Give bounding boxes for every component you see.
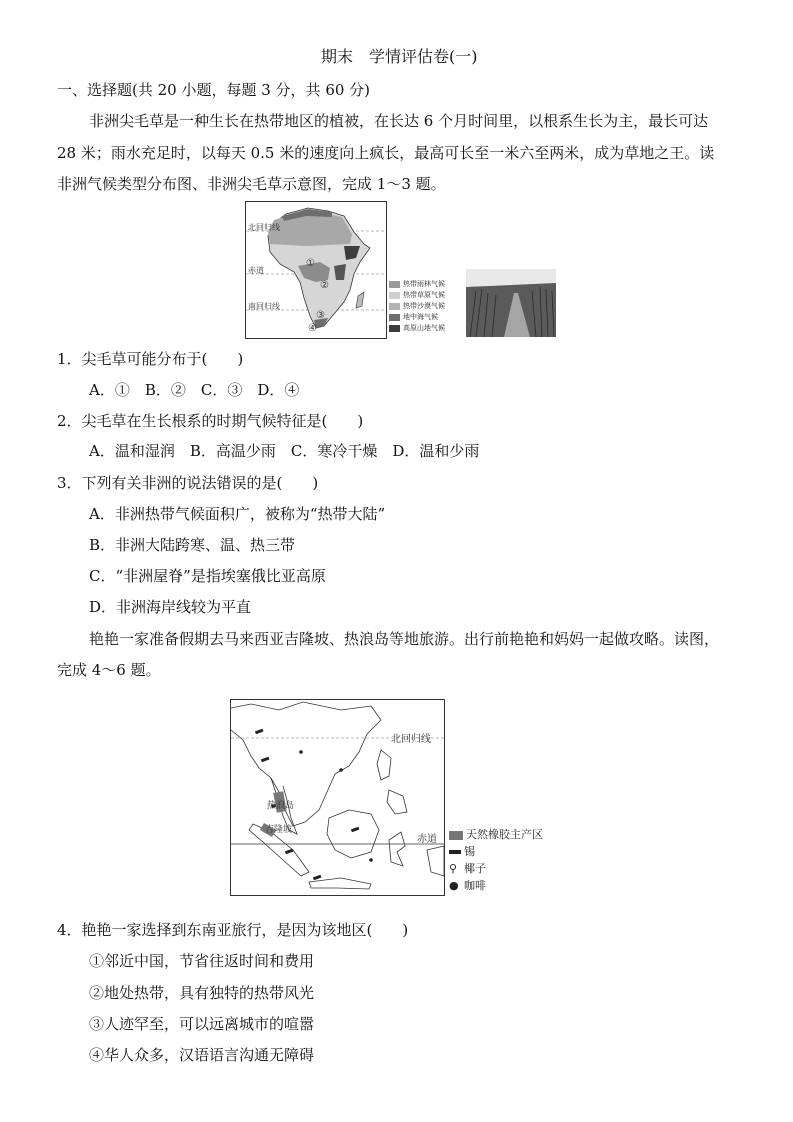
coffee-icon: ●	[449, 879, 459, 892]
tin-icon	[449, 850, 461, 854]
legend-item: 天然橡胶主产区	[449, 826, 543, 842]
question-3: 3．下列有关非洲的说法错误的是( )	[57, 474, 319, 492]
page-title: 期末 学情评估卷(一)	[321, 47, 478, 66]
question-2-options: A．温和湿润 B．高温少雨 C．寒冷干燥 D．温和少雨	[89, 442, 480, 460]
coconut-icon: ⚲	[449, 862, 458, 875]
marker-1: ①	[306, 258, 315, 269]
question-4-statement-4: ④华人众多，汉语语言沟通无障碍	[89, 1046, 315, 1064]
section-heading: 一、选择题(共 20 小题，每题 3 分，共 60 分)	[57, 81, 371, 99]
tropic-south-label: 南回归线	[248, 302, 280, 311]
question-3-option-c: C．“非洲屋脊”是指埃塞俄比亚高原	[89, 567, 326, 585]
marker-3: ③	[316, 310, 325, 321]
intro1-line3: 非洲气候类型分布图、非洲尖毛草示意图，完成 1～3 题。	[57, 175, 446, 193]
tropic-north-label: 北回归线	[391, 734, 431, 745]
equator-label: 赤道	[248, 266, 264, 275]
intro2-line2: 完成 4～6 题。	[57, 661, 161, 679]
grass-photo	[466, 269, 556, 337]
intro1-line1: 非洲尖毛草是一种生长在热带地区的植被，在长达 6 个月时间里，以根系生长为主，最长可达	[89, 112, 709, 130]
marker-2: ②	[320, 280, 329, 291]
africa-map-legend	[389, 279, 459, 339]
marker-4: ④	[308, 323, 317, 334]
africa-climate-map	[245, 201, 387, 339]
legend-item: 热带沙漠气候	[389, 301, 445, 311]
legend-item: ● 咖啡	[449, 879, 486, 892]
intro1-line2: 28 米；雨水充足时，以每天 0.5 米的速度向上疯长，最高可长至一米六至两米，成为草地之王。读	[57, 144, 715, 162]
question-3-option-b: B．非洲大陆跨寒、温、热三带	[89, 536, 296, 554]
southeast-asia-map	[230, 699, 445, 896]
legend-item: 高原山地气候	[389, 323, 445, 333]
question-4-statement-2: ②地处热带，具有独特的热带风光	[89, 984, 315, 1002]
legend-item: 锡	[449, 843, 475, 859]
question-1-options: A．① B．② C．③ D．④	[89, 381, 300, 399]
rubber-icon	[449, 831, 463, 840]
intro2-line1: 艳艳一家准备假期去马来西亚吉隆坡、热浪岛等地旅游。出行前艳艳和妈妈一起做攻略。读图，	[89, 630, 720, 648]
question-2: 2．尖毛草在生长根系的时期气候特征是( )	[57, 412, 364, 430]
southeast-asia-legend	[449, 826, 569, 894]
legend-item: ⚲ 椰子	[449, 862, 486, 875]
city-label: 吉隆坡	[265, 825, 293, 835]
question-3-option-a: A．非洲热带气候面积广，被称为“热带大陆”	[89, 505, 386, 523]
tropic-north-label: 北回归线	[248, 223, 280, 232]
equator-label: 赤道	[417, 834, 437, 845]
question-4: 4．艳艳一家选择到东南亚旅行，是因为该地区( )	[57, 921, 409, 939]
legend-item: 热带草原气候	[389, 290, 445, 300]
question-1: 1．尖毛草可能分布于( )	[57, 350, 244, 368]
legend-item: 热带雨林气候	[389, 279, 445, 289]
island-label: 热浪岛	[267, 801, 295, 811]
legend-item: 地中海气候	[389, 312, 438, 322]
question-3-option-d: D．非洲海岸线较为平直	[89, 598, 252, 616]
question-4-statement-1: ①邻近中国，节省往返时间和费用	[89, 952, 315, 970]
question-4-statement-3: ③人迹罕至，可以远离城市的喧嚣	[89, 1015, 315, 1033]
